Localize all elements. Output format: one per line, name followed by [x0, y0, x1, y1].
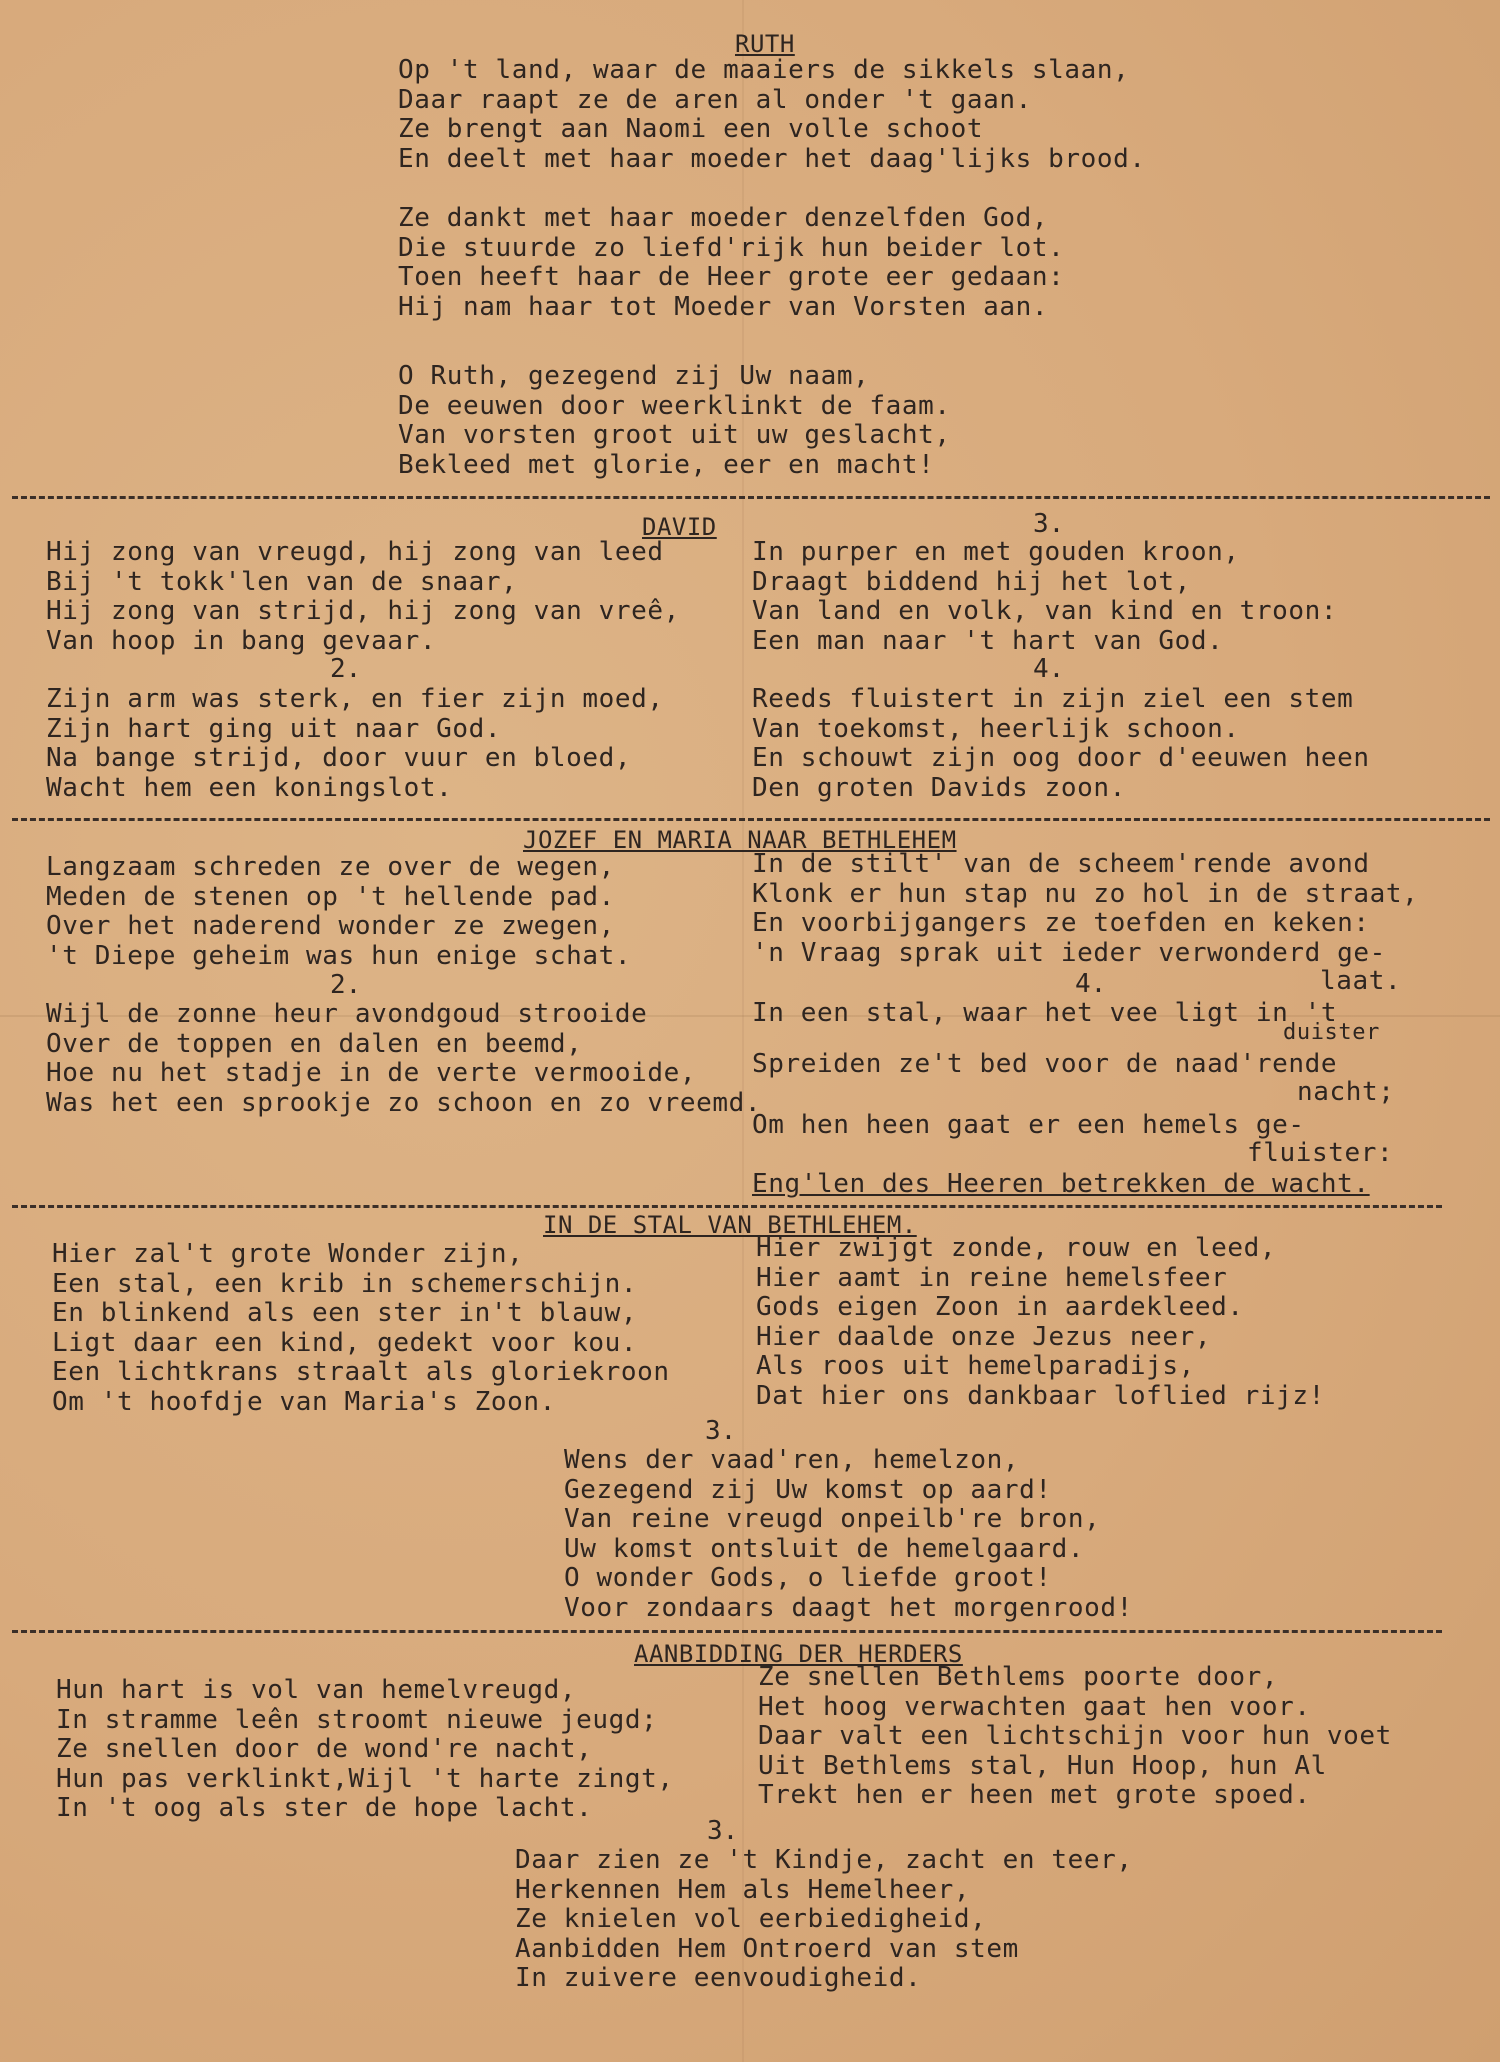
poem-line: Ze snellen door de wond're nacht,: [56, 1734, 593, 1764]
poem-line: Hij zong van vreugd, hij zong van leed: [46, 537, 664, 567]
poem-line: Zijn hart ging uit naar God.: [46, 713, 502, 744]
poem-line: Van toekomst, heerlijk schoon.: [752, 713, 1240, 744]
poem-line: Wijl de zonne heur avondgoud strooide: [46, 999, 648, 1029]
poem-line: Hij nam haar tot Moeder van Vorsten aan.: [398, 291, 1049, 322]
jozef-left-stanza-1: [46, 853, 631, 971]
poem-line: En schouwt zijn oog door d'eeuwen heen: [752, 743, 1370, 773]
title-herders: AANBIDDING DER HERDERS: [634, 1640, 963, 1668]
herders-left-stanza: [56, 1676, 674, 1824]
ruth-stanza-3: [398, 362, 951, 480]
poem-line: Toen heeft haar de Heer grote eer gedaan:: [398, 262, 1065, 292]
poem-line: Hoe nu het stadje in de verte vermooide,: [46, 1058, 697, 1088]
poem-line: In de stilt' van de scheem'rende avond: [752, 849, 1370, 879]
david-left-stanza-2: [46, 685, 664, 803]
jozef-verse-number: 4.: [1075, 969, 1107, 999]
poem-line: Hier zwijgt zonde, rouw en leed,: [756, 1233, 1277, 1263]
poem-line: Hier aamt in reine hemelsfeer: [756, 1262, 1228, 1293]
poem-line: Daar zien ze 't Kindje, zacht en teer,: [515, 1845, 1133, 1875]
jozef-left-stanza-2: [46, 1000, 761, 1118]
stal-right-stanza: [756, 1234, 1325, 1411]
section-divider: [12, 496, 1490, 499]
jozef-right-line: Om hen heen gaat er een hemels ge-: [752, 1110, 1305, 1140]
poem-line: Over het naderend wonder ze zwegen,: [46, 911, 615, 941]
poem-line: Hij zong van strijd, hij zong van vreê,: [46, 596, 680, 626]
herders-center-stanza: [515, 1846, 1133, 1994]
poem-line: Hier zal't grote Wonder zijn,: [52, 1239, 524, 1269]
poem-line: Van land en volk, van kind en troon:: [752, 596, 1338, 626]
david-verse-number: 3.: [1033, 509, 1065, 539]
poem-line: Een lichtkrans straalt als gloriekroon: [52, 1357, 670, 1387]
section-divider: [12, 1630, 1442, 1633]
title-stal: IN DE STAL VAN BETHLEHEM.: [543, 1211, 917, 1239]
poem-line: Hun hart is vol van hemelvreugd,: [56, 1675, 577, 1705]
poem-line: Meden de stenen op 't hellende pad.: [46, 881, 615, 912]
poem-line: Van reine vreugd onpeilb're bron,: [564, 1504, 1101, 1534]
jozef-right-cont: duister: [1283, 1020, 1380, 1045]
poem-line: Klonk er hun stap nu zo hol in de straat,: [752, 878, 1419, 909]
jozef-right-cont: laat.: [1320, 966, 1402, 996]
poem-line: Ze snellen Bethlems poorte door,: [758, 1662, 1279, 1692]
jozef-verse-number: 2.: [330, 970, 362, 1000]
poem-line: Wacht hem een koningslot.: [46, 772, 453, 803]
stal-left-stanza: [52, 1240, 670, 1417]
poem-line: Aanbidden Hem Ontroerd van stem: [515, 1933, 1019, 1964]
poem-line: Daar valt een lichtschijn voor hun voet: [758, 1721, 1392, 1751]
poem-line: Ze brengt aan Naomi een volle schoot: [398, 114, 984, 144]
poem-line: Trekt hen er heen met grote spoed.: [758, 1780, 1311, 1810]
poem-line: Wens der vaad'ren, hemelzon,: [564, 1445, 1020, 1475]
poem-line: Die stuurde zo liefd'rijk hun beider lot.: [398, 232, 1065, 263]
poem-line: Bekleed met glorie, eer en macht!: [398, 449, 935, 480]
poem-line: Hun pas verklinkt,Wijl 't harte zingt,: [56, 1763, 674, 1794]
jozef-right-cont: fluister:: [1247, 1138, 1394, 1168]
poem-line: Draagt biddend hij het lot,: [752, 566, 1191, 597]
poem-line: Ze dankt met haar moeder denzelfden God,: [398, 203, 1049, 233]
poem-line: 't Diepe geheim was hun enige schat.: [46, 940, 632, 971]
poem-line: De eeuwen door weerklinkt de faam.: [398, 390, 951, 421]
poem-line: Het hoog verwachten gaat hen voor.: [758, 1691, 1311, 1722]
poem-line: Gezegend zij Uw komst op aard!: [564, 1474, 1052, 1505]
poem-line: Van vorsten groot uit uw geslacht,: [398, 420, 951, 450]
ruth-stanza-1: [398, 56, 1146, 174]
jozef-right-line: Eng'len des Heeren betrekken de wacht.: [752, 1169, 1370, 1199]
poem-line: In zuivere eenvoudigheid.: [515, 1963, 922, 1993]
david-verse-number: 4.: [1033, 654, 1065, 684]
poem-line: Over de toppen en dalen en beemd,: [46, 1028, 583, 1059]
poem-line: Voor zondaars daagt het morgenrood!: [564, 1592, 1133, 1623]
poem-line: Was het een sprookje zo schoon en zo vreemd.: [46, 1087, 762, 1118]
poem-line: In stramme leên stroomt nieuwe jeugd;: [56, 1704, 658, 1735]
poem-line: Dat hier ons dankbaar loflied rijz!: [756, 1380, 1325, 1411]
poem-line: In 't oog als ster de hope lacht.: [56, 1793, 593, 1823]
poem-line: Hier daalde onze Jezus neer,: [756, 1321, 1212, 1352]
poem-line: En blinkend als een ster in't blauw,: [52, 1298, 638, 1328]
david-right-stanza-1: [752, 538, 1337, 656]
poem-line: Den groten Davids zoon.: [752, 772, 1126, 803]
poem-line: Als roos uit hemelparadijs,: [756, 1351, 1195, 1381]
jozef-right-line: In een stal, waar het vee ligt in 't: [752, 998, 1338, 1028]
poem-line: Gods eigen Zoon in aardekleed.: [756, 1292, 1244, 1322]
title-ruth: RUTH: [735, 30, 795, 58]
poem-line: Reeds fluistert in zijn ziel een stem: [752, 684, 1354, 714]
poem-line: Op 't land, waar de maaiers de sikkels slaan,: [398, 55, 1130, 85]
poem-line: Een man naar 't hart van God.: [752, 625, 1224, 656]
poem-line: En deelt met haar moeder het daag'lijks brood.: [398, 143, 1146, 174]
herders-verse-number: 3.: [707, 1816, 739, 1846]
poem-line: Langzaam schreden ze over de wegen,: [46, 852, 615, 882]
poem-line: Ligt daar een kind, gedekt voor kou.: [52, 1327, 638, 1358]
poem-line: Een stal, een krib in schemerschijn.: [52, 1268, 638, 1299]
david-left-stanza-1: [46, 538, 680, 656]
poem-line: En voorbijgangers ze toefden en keken:: [752, 908, 1370, 938]
title-jozef-maria: JOZEF EN MARIA NAAR BETHLEHEM: [523, 826, 957, 854]
poem-line: O wonder Gods, o liefde groot!: [564, 1563, 1052, 1593]
jozef-right-line: Spreiden ze't bed voor de naad'rende: [752, 1049, 1338, 1079]
poem-line: Van hoop in bang gevaar.: [46, 625, 437, 656]
poem-line: O Ruth, gezegend zij Uw naam,: [398, 361, 870, 391]
poem-line: Uit Bethlems stal, Hun Hoop, hun Al: [758, 1750, 1327, 1781]
david-verse-number: 2.: [330, 654, 362, 684]
poem-line: Daar raapt ze de aren al onder 't gaan.: [398, 84, 1032, 115]
poem-line: Bij 't tokk'len van de snaar,: [46, 566, 518, 597]
poem-line: In purper en met gouden kroon,: [752, 537, 1240, 567]
stal-center-stanza: [564, 1446, 1133, 1623]
poem-line: Uw komst ontsluit de hemelgaard.: [564, 1533, 1085, 1564]
ruth-stanza-2: [398, 204, 1064, 322]
jozef-right-cont: nacht;: [1297, 1077, 1395, 1107]
poem-line: Om 't hoofdje van Maria's Zoon.: [52, 1386, 556, 1417]
herders-right-stanza: [758, 1663, 1392, 1811]
section-divider: [12, 1205, 1442, 1208]
poem-line: Herkennen Hem als Hemelheer,: [515, 1874, 971, 1905]
poem-line: Zijn arm was sterk, en fier zijn moed,: [46, 684, 664, 714]
section-divider: [12, 818, 1490, 821]
poem-line: 'n Vraag sprak uit ieder verwonderd ge-: [752, 937, 1386, 968]
stal-verse-number: 3.: [705, 1416, 737, 1446]
poem-line: Ze knielen vol eerbiedigheid,: [515, 1904, 987, 1934]
poem-line: Na bange strijd, door vuur en bloed,: [46, 743, 632, 773]
jozef-right-stanza-1: [752, 850, 1418, 968]
title-david: DAVID: [642, 513, 717, 541]
david-right-stanza-2: [752, 685, 1370, 803]
